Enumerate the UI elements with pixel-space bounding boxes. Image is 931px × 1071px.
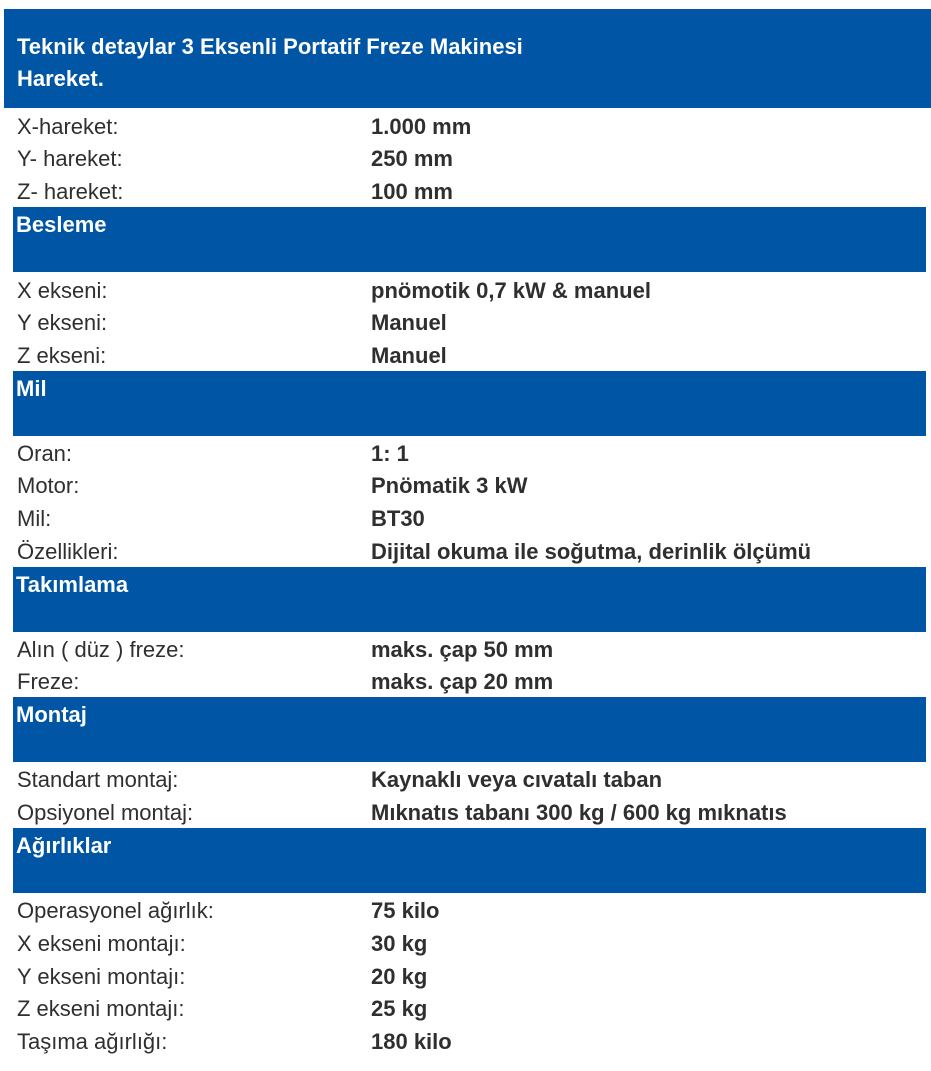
page-title: Teknik detaylar 3 Eksenli Portatif Freze Makinesi — [17, 34, 523, 59]
spec-label: Z ekseni montajı: — [17, 996, 185, 1021]
section-title: Besleme — [16, 212, 107, 237]
spec-value: maks. çap 50 mm — [371, 637, 554, 662]
spec-value: 75 kilo — [371, 898, 440, 923]
spec-value: Pnömatik 3 kW — [371, 473, 528, 498]
spec-label: Opsiyonel montaj: — [17, 800, 194, 825]
spec-value: 20 kg — [371, 964, 428, 989]
section-header-takimlama — [13, 567, 926, 632]
spec-row — [0, 665, 931, 698]
spec-row — [0, 1025, 931, 1058]
spec-label: X ekseni montajı: — [17, 931, 186, 956]
spec-value: 25 kg — [371, 996, 428, 1021]
spec-label: Özellikleri: — [17, 539, 119, 564]
title-band — [4, 9, 931, 108]
spec-value: Dijital okuma ile soğutma, derinlik ölçümü — [371, 539, 812, 564]
spec-row — [0, 796, 931, 829]
spec-label: Taşıma ağırlığı: — [17, 1029, 168, 1054]
spec-value: BT30 — [371, 506, 425, 531]
spec-row — [0, 960, 931, 993]
spec-value: 250 mm — [371, 146, 453, 171]
section-header-agirliklar — [13, 828, 926, 893]
spec-label: Z ekseni: — [17, 343, 107, 368]
spec-value: Manuel — [371, 310, 447, 335]
spec-row — [0, 535, 931, 568]
spec-label: Freze: — [17, 669, 80, 694]
spec-row — [0, 502, 931, 535]
spec-label: Y ekseni montajı: — [17, 964, 186, 989]
spec-row — [0, 110, 931, 143]
spec-row — [0, 894, 931, 927]
spec-row — [0, 469, 931, 502]
spec-row — [0, 633, 931, 666]
spec-label: Mil: — [17, 506, 52, 531]
spec-label: Operasyonel ağırlık: — [17, 898, 214, 923]
section-title: Takımlama — [16, 572, 129, 597]
spec-label: X ekseni: — [17, 278, 108, 303]
spec-value: Mıknatıs tabanı 300 kg / 600 kg mıknatıs — [371, 800, 787, 825]
spec-label: Standart montaj: — [17, 767, 179, 792]
section-header-mil — [13, 371, 926, 436]
spec-value: 100 mm — [371, 179, 453, 204]
section-header-besleme — [13, 207, 926, 272]
section-title: Montaj — [16, 702, 87, 727]
spec-label: Oran: — [17, 441, 73, 466]
section-title: Ağırlıklar — [16, 833, 112, 858]
spec-value: 1: 1 — [371, 441, 409, 466]
spec-value: 30 kg — [371, 931, 428, 956]
spec-row — [0, 927, 931, 960]
spec-label: Y- hareket: — [17, 146, 123, 171]
spec-label: Alın ( düz ) freze: — [17, 637, 185, 662]
section-title-hareket: Hareket. — [17, 66, 104, 91]
section-header-montaj — [13, 697, 926, 762]
spec-label: Z- hareket: — [17, 179, 124, 204]
spec-value: 180 kilo — [371, 1029, 452, 1054]
spec-row — [0, 142, 931, 175]
spec-row — [0, 339, 931, 372]
spec-value: maks. çap 20 mm — [371, 669, 554, 694]
spec-row — [0, 437, 931, 470]
spec-row — [0, 175, 931, 208]
spec-value: 1.000 mm — [371, 114, 472, 139]
spec-row — [0, 274, 931, 307]
spec-label: Motor: — [17, 473, 80, 498]
spec-value: Manuel — [371, 343, 447, 368]
spec-value: Kaynaklı veya cıvatalı taban — [371, 767, 663, 792]
spec-label: X-hareket: — [17, 114, 119, 139]
spec-row — [0, 306, 931, 339]
spec-value: pnömotik 0,7 kW & manuel — [371, 278, 651, 303]
spec-label: Y ekseni: — [17, 310, 108, 335]
section-title: Mil — [16, 376, 47, 401]
spec-row — [0, 763, 931, 796]
spec-row — [0, 992, 931, 1025]
